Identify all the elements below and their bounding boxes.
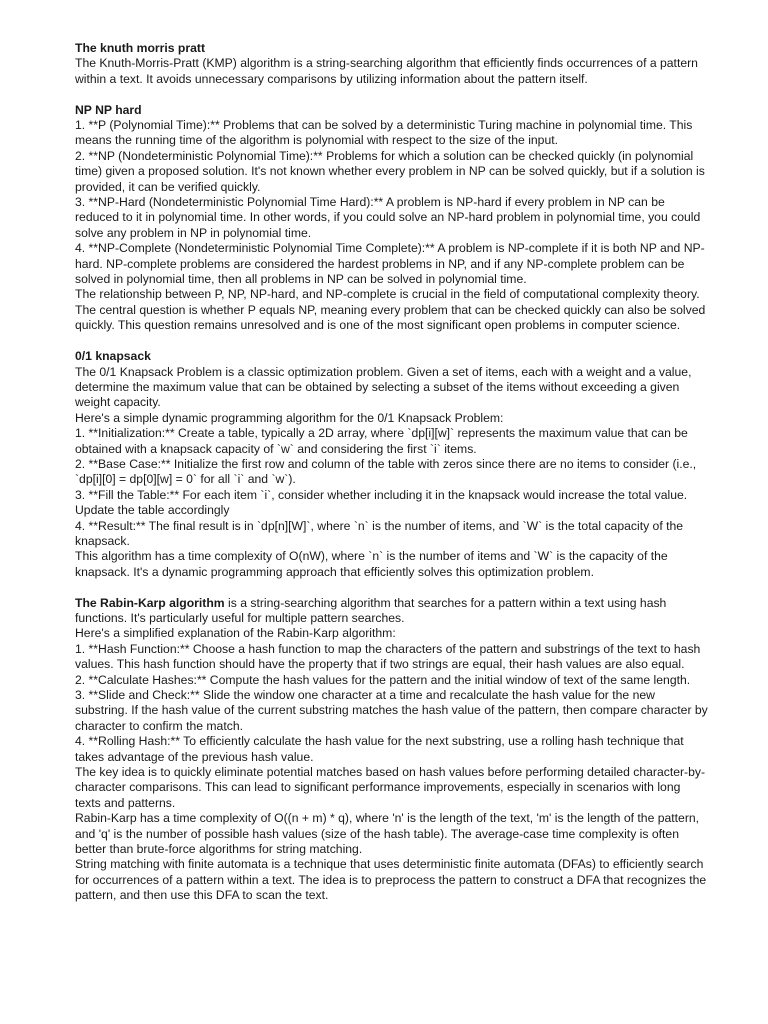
paragraph: Here's a simplified explanation of the Rabin-Karp algorithm: — [75, 626, 396, 641]
list-item-initialization: 1. **Initialization:** Create a table, typically a 2D array, where `dp[i][w]` represents the maximum value that can be obtained with a knapsack capacity of `w` and considering the first `i` items. — [75, 426, 688, 456]
paragraph: The Knuth-Morris-Pratt (KMP) algorithm is a string-searching algorithm that efficiently finds occurrences of a pattern within a text. It avoids unnecessary comparisons by utilizing information about the pattern itself. — [75, 56, 698, 86]
paragraph: The 0/1 Knapsack Problem is a classic optimization problem. Given a set of items, each with a weight and a value, determine the maximum value that can be obtained by selecting a subset of the items without exceeding a given weight capacity. — [75, 364, 692, 410]
list-item-np-hard: 3. **NP-Hard (Nondeterministic Polynomial Time Hard):** A problem is NP-hard if every problem in NP can be reduced to it in polynomial time. In other words, if you could solve an NP-hard problem in polynomial time, you could solve any problem in NP in polynomial time. — [75, 195, 701, 240]
section-rabin-karp — [75, 596, 708, 904]
paragraph: The relationship between P, NP, NP-hard, and NP-complete is crucial in the field of computational complexity theory. The central question is whether P equals NP, meaning every problem that can be checked quickly can also be solved quickly. This question remains unresolved and is one of the most significant open problems in computer science. — [75, 287, 706, 333]
rabin-karp-heading: The Rabin-Karp algorithm — [75, 595, 225, 610]
paragraph: Here's a simple dynamic programming algorithm for the 0/1 Knapsack Problem: — [75, 410, 504, 425]
paragraph: String matching with finite automata is a technique that uses deterministic finite automata (DFAs) to efficiently search for occurrences of a pattern within a text. The idea is to preprocess the pattern to construct a DFA that recognizes the pattern, and then use this DFA to scan the text. — [75, 857, 707, 903]
list-item-np-complete: 4. **NP-Complete (Nondeterministic Polynomial Time Complete):** A problem is NP-complete if it is both NP and NP-hard. NP-complete problems are considered the hardest problems in NP, and if any NP-complete problem can be solved in polynomial time, then all problems in NP can be solved in polynomial time. — [75, 241, 705, 287]
list-item-hash-function: 1. **Hash Function:** Choose a hash function to map the characters of the pattern and substrings of the text to hash values. This hash function should have the property that if two strings are equal, their hash values are also equal. — [75, 641, 701, 672]
list-item-slide-and-check: 3. **Slide and Check:** Slide the window one character at a time and recalculate the hash value for the new substring. If the hash value of the current substring matches the hash value of the pattern, then compare character by character to confirm the match. — [75, 688, 708, 733]
rabin-karp-intro-text: is a string-searching algorithm that searches for a pattern within a text using hash functions. It's particularly useful for multiple pattern searches. — [75, 595, 667, 625]
list-item-p: 1. **P (Polynomial Time):** Problems that can be solved by a deterministic Turing machine in polynomial time. This means the running time of the algorithm is polynomial with respect to the size of the input. — [75, 118, 693, 148]
paragraph: Rabin-Karp has a time complexity of O((n + m) * q), where 'n' is the length of the text, 'm' is the length of the pattern, and 'q' is the number of possible hash values (size of the hash table). The average-case time complexity is often better than brute-force algorithms for string matching. — [75, 811, 700, 857]
list-item-calculate-hashes: 2. **Calculate Hashes:** Compute the hash values for the pattern and the initial window of text of the same length. — [75, 672, 691, 687]
list-item-rolling-hash: 4. **Rolling Hash:** To efficiently calculate the hash value for the next substring, use a rolling hash technique that takes advantage of the previous hash value. — [75, 734, 684, 764]
section-heading-np: NP NP hard — [75, 102, 142, 117]
section-knapsack — [75, 349, 708, 580]
paragraph: The key idea is to quickly eliminate potential matches based on hash values before performing detailed character-by-character comparisons. This can lead to significant performance improvements, especially in scenarios with long texts and patterns. — [75, 765, 706, 810]
rabin-karp-intro — [75, 596, 708, 627]
list-item-np: 2. **NP (Nondeterministic Polynomial Time):** Problems for which a solution can be checked quickly (in polynomial time) given a proposed solution. It's not known whether every problem in NP can be solved quickly, but if a solution is provided, it can be verified quickly. — [75, 148, 705, 194]
paragraph: This algorithm has a time complexity of O(nW), where `n` is the number of items and `W` is the capacity of the knapsack. It's a dynamic programming approach that efficiently solves this optimization problem. — [75, 549, 668, 579]
section-np — [75, 103, 708, 334]
section-heading-knapsack: 0/1 knapsack — [75, 349, 151, 364]
list-item-result: 4. **Result:** The final result is in `dp[n][W]`, where `n` is the number of items, and `W` is the total capacity of the knapsack. — [75, 518, 684, 548]
section-kmp — [75, 41, 708, 87]
section-heading-kmp: The knuth morris pratt — [75, 41, 206, 55]
list-item-fill-table: 3. **Fill the Table:** For each item `i`, consider whether including it in the knapsack would increase the total value. Update the table accordingly — [75, 487, 688, 518]
list-item-base-case: 2. **Base Case:** Initialize the first row and column of the table with zeros since there are no items to consider (i.e., `dp[i][0] = dp[0][w] = 0` for all `i` and `w`). — [75, 456, 697, 487]
